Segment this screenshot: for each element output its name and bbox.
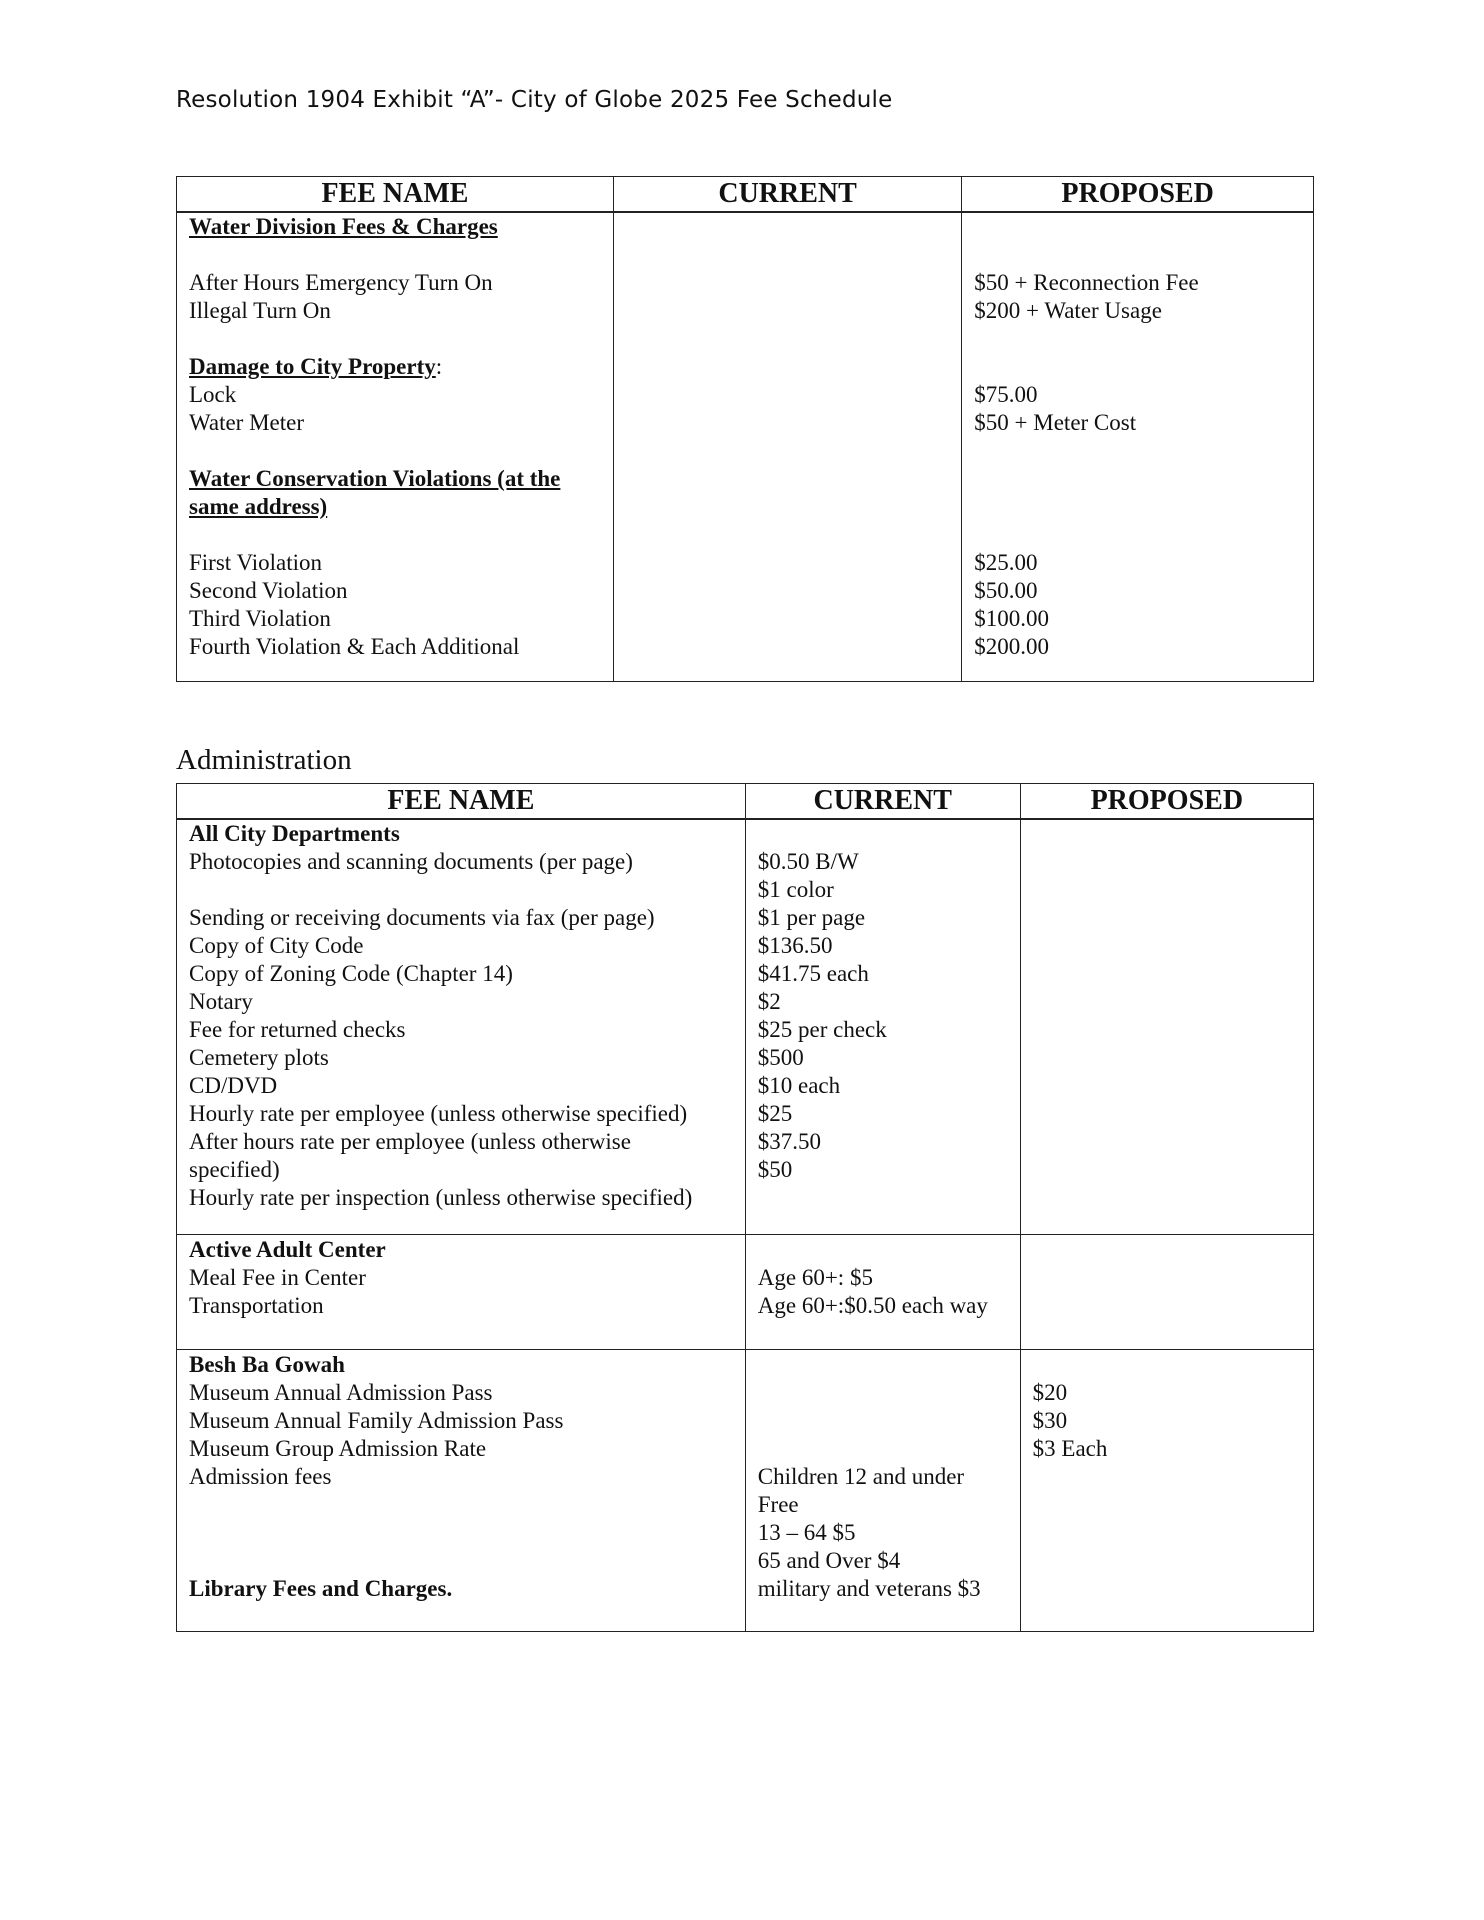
besh-heading: Besh Ba Gowah	[189, 1352, 345, 1377]
adult-center-current-cell	[745, 1235, 1020, 1350]
fee-label: Museum Annual Admission Pass	[189, 1380, 493, 1405]
current-value: Age 60+: $5	[757, 1265, 873, 1290]
water-fees-table	[176, 176, 1314, 682]
proposed-value: $20	[1032, 1380, 1068, 1405]
fee-label: Meal Fee in Center	[189, 1265, 366, 1290]
proposed-value: $3 Each	[1032, 1436, 1108, 1461]
fee-label: Copy of Zoning Code (Chapter 14)	[189, 961, 513, 986]
violation-label: Third Violation	[189, 606, 331, 631]
adult-center-heading: Active Adult Center	[189, 1237, 386, 1262]
fee-label: specified)	[189, 1157, 280, 1182]
conservation-heading-line1: Water Conservation Violations (at the	[189, 466, 561, 491]
damage-colon: :	[435, 354, 443, 379]
all-city-fee-names	[177, 819, 746, 1235]
water-meter-label: Water Meter	[189, 410, 304, 435]
all-city-current-cell	[745, 819, 1020, 1235]
fee-label: Fee for returned checks	[189, 1017, 406, 1042]
after-hours-label: After Hours Emergency Turn On	[189, 270, 493, 295]
current-value: $37.50	[757, 1129, 822, 1154]
current-value: Children 12 and under	[757, 1464, 965, 1489]
fee-label: Cemetery plots	[189, 1045, 329, 1070]
current-value: $136.50	[757, 933, 833, 958]
all-city-departments-row	[177, 819, 1314, 1235]
fee-name-header: FEE NAME	[177, 177, 614, 213]
current-value: 65 and Over $4	[757, 1548, 901, 1573]
current-header: CURRENT	[745, 784, 1020, 820]
violation-proposed: $50.00	[974, 578, 1038, 603]
fee-label: Museum Group Admission Rate	[189, 1436, 487, 1461]
fee-label: Photocopies and scanning documents (per page)	[189, 849, 633, 874]
water-current-cell	[613, 212, 961, 682]
violation-proposed: $200.00	[974, 634, 1050, 659]
current-value: $1 color	[757, 877, 834, 902]
current-value: Free	[757, 1492, 799, 1517]
fee-label: Hourly rate per employee (unless otherwise specified)	[189, 1101, 688, 1126]
current-value: Age 60+:$0.50 each way	[757, 1293, 988, 1318]
current-value: $50	[757, 1157, 793, 1182]
administration-fees-table	[176, 783, 1314, 1632]
adult-center-fee-names	[177, 1235, 746, 1350]
lock-label: Lock	[189, 382, 237, 407]
water-division-heading: Water Division Fees & Charges	[189, 214, 498, 239]
illegal-turn-on-label: Illegal Turn On	[189, 298, 331, 323]
fee-label: Hourly rate per inspection (unless otherwise specified)	[189, 1185, 693, 1210]
proposed-header: PROPOSED	[1020, 784, 1313, 820]
violation-label: Fourth Violation & Each Additional	[189, 634, 520, 659]
water-division-row	[177, 212, 1314, 682]
table-header-row	[177, 784, 1314, 820]
fee-label: Museum Annual Family Admission Pass	[189, 1408, 564, 1433]
table-header-row	[177, 177, 1314, 213]
all-city-heading: All City Departments	[189, 821, 400, 846]
current-value: $10 each	[757, 1073, 841, 1098]
conservation-heading-line2: same address)	[189, 494, 328, 519]
fee-label: Admission fees	[189, 1464, 332, 1489]
current-value: $25	[757, 1101, 793, 1126]
proposed-header: PROPOSED	[962, 177, 1314, 213]
page-title: Resolution 1904 Exhibit “A”- City of Globe 2025 Fee Schedule	[176, 87, 893, 113]
fee-label: CD/DVD	[189, 1073, 278, 1098]
violation-label: Second Violation	[189, 578, 348, 603]
fee-label: Copy of City Code	[189, 933, 364, 958]
illegal-turn-on-proposed: $200 + Water Usage	[974, 298, 1162, 323]
violation-proposed: $100.00	[974, 606, 1050, 631]
fee-label: After hours rate per employee (unless otherwise	[189, 1129, 631, 1154]
current-value: $41.75 each	[757, 961, 869, 986]
all-city-proposed-cell	[1020, 819, 1313, 1235]
current-value: $0.50 B/W	[757, 849, 859, 874]
violation-proposed: $25.00	[974, 550, 1038, 575]
water-meter-proposed: $50 + Meter Cost	[974, 410, 1137, 435]
lock-proposed: $75.00	[974, 382, 1038, 407]
library-heading: Library Fees and Charges.	[189, 1576, 453, 1601]
water-fee-names	[177, 212, 614, 682]
fee-label	[189, 876, 733, 904]
violation-label: First Violation	[189, 550, 323, 575]
fee-label: Sending or receiving documents via fax (per page)	[189, 905, 655, 930]
adult-center-proposed-cell	[1020, 1235, 1313, 1350]
active-adult-center-row	[177, 1235, 1314, 1350]
besh-ba-gowah-row	[177, 1350, 1314, 1632]
administration-heading: Administration	[176, 744, 352, 776]
besh-current-cell	[745, 1350, 1020, 1632]
fee-name-header: FEE NAME	[177, 784, 746, 820]
after-hours-proposed: $50 + Reconnection Fee	[974, 270, 1199, 295]
besh-proposed-cell	[1020, 1350, 1313, 1632]
damage-heading: Damage to City Property	[189, 354, 436, 379]
current-value: $500	[757, 1045, 804, 1070]
current-value: $2	[757, 989, 781, 1014]
fee-label: Transportation	[189, 1293, 324, 1318]
current-value: military and veterans $3	[757, 1576, 981, 1601]
proposed-value: $30	[1032, 1408, 1068, 1433]
fee-label: Notary	[189, 989, 253, 1014]
current-value: $1 per page	[757, 905, 866, 930]
current-header: CURRENT	[613, 177, 961, 213]
current-value: $25 per check	[757, 1017, 887, 1042]
water-proposed-cell	[962, 212, 1314, 682]
besh-fee-names	[177, 1350, 746, 1632]
current-value: 13 – 64 $5	[757, 1520, 856, 1545]
